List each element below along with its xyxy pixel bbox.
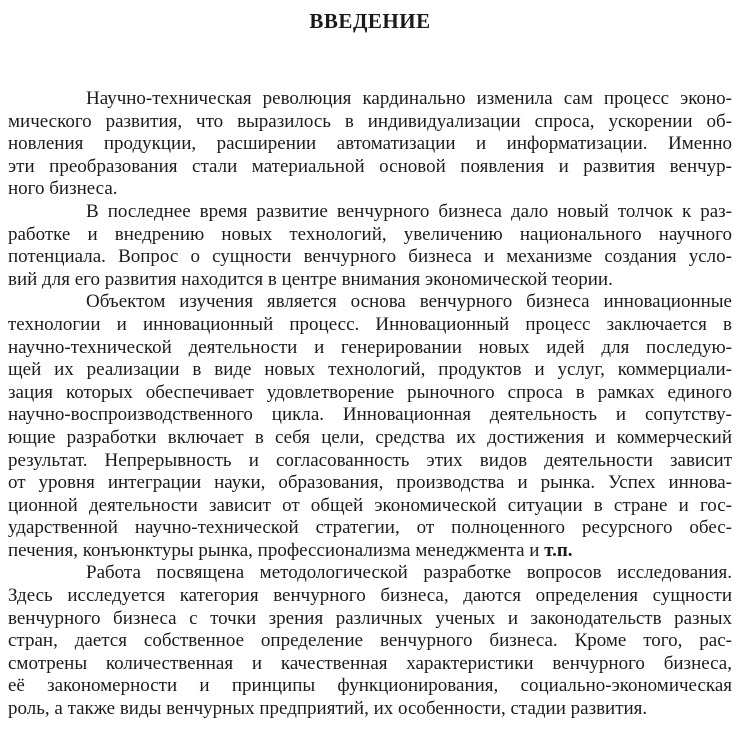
page-title: ВВЕДЕНИЕ xyxy=(309,9,431,33)
text-segment: работке и внедрению новых технологий, увеличению национального научного xyxy=(8,223,732,245)
text-line xyxy=(8,291,732,314)
paragraph xyxy=(8,291,732,562)
text-line xyxy=(8,608,732,631)
paragraph xyxy=(8,562,732,720)
text-segment: ционной деятельности зависит от общей экономической ситуации в стране и гос- xyxy=(8,494,732,516)
text-segment: эти преобразования стали материальной основой появления и развития венчур- xyxy=(8,155,732,177)
text-line xyxy=(8,698,732,721)
text-line xyxy=(8,585,732,608)
text-line xyxy=(8,653,732,676)
text-segment: зация которых обеспечивает удовлетворение рыночного спроса в рамках единого xyxy=(8,381,732,403)
paragraph xyxy=(8,201,732,291)
text-line xyxy=(8,472,732,495)
text-line xyxy=(8,675,732,698)
text-segment: от уровня интеграции науки, образования, производства и рынка. Успех иннова- xyxy=(8,472,732,494)
text-line xyxy=(8,88,732,111)
text-line xyxy=(8,359,732,382)
text-segment: потенциала. Вопрос о сущности венчурного бизнеса и механизме создания усло- xyxy=(8,246,732,268)
text-line xyxy=(8,427,732,450)
text-segment: роль, а также виды венчурных предприятий, их особенности, стадии развития. xyxy=(8,698,648,720)
text-line xyxy=(8,540,732,563)
text-segment: Работа посвящена методологической разработке вопросов исследования. xyxy=(86,562,732,584)
text-segment: новления продукции, расширении автоматизации и информатизации. Именно xyxy=(8,133,732,155)
text-segment: результат. Непрерывность и согласованность этих видов деятельности зависит xyxy=(8,449,732,471)
text-segment: Объектом изучения является основа венчурного бизнеса инновационные xyxy=(86,291,732,313)
text-segment: мического развития, что выразилось в индивидуализации спроса, ускорении об- xyxy=(8,110,732,132)
text-line xyxy=(8,562,732,585)
document-body xyxy=(8,88,732,721)
text-line xyxy=(8,450,732,473)
text-segment: научно-воспроизводственного цикла. Инновационная деятельность и сопутству- xyxy=(8,404,732,426)
text-segment: венчурного бизнеса с точки зрения различных ученых и законодательств разных xyxy=(8,607,732,629)
text-segment: технологии и инновационный процесс. Инновационный процесс заключается в xyxy=(8,313,732,335)
text-segment: вий для его развития находится в центре внимания экономической теории. xyxy=(8,268,613,290)
text-segment: её закономерности и принципы функционирования, социально-экономическая xyxy=(8,675,732,697)
text-line xyxy=(8,178,732,201)
text-line xyxy=(8,382,732,405)
text-segment: смотрены количественная и качественная характеристики венчурного бизнеса, xyxy=(8,652,732,674)
text-line xyxy=(8,517,732,540)
text-segment: печения, конъюнктуры рынка, профессионализма менеджмента и xyxy=(8,539,545,561)
text-line xyxy=(8,201,732,224)
text-segment: ударственной научно-технической стратегии, от полноценного ресурсного обес- xyxy=(8,517,732,539)
text-line xyxy=(8,404,732,427)
text-segment: стран, дается собственное определение венчурного бизнеса. Кроме того, рас- xyxy=(8,630,732,652)
text-line xyxy=(8,133,732,156)
text-segment: Научно-техническая революция кардинально изменила сам процесс эконо- xyxy=(86,88,732,109)
text-line xyxy=(8,314,732,337)
text-segment: В последнее время развитие венчурного бизнеса дало новый толчок к раз- xyxy=(86,200,732,222)
text-segment: ющие разработки включает в себя цели, средства их достижения и коммерческий xyxy=(8,426,732,448)
text-line xyxy=(8,337,732,360)
paragraph xyxy=(8,88,732,201)
text-segment-bold: т.п. xyxy=(544,539,573,561)
text-segment: ного бизнеса. xyxy=(8,178,118,200)
text-line xyxy=(8,495,732,518)
text-line xyxy=(8,630,732,653)
text-segment: Здесь исследуется категория венчурного бизнеса, даются определения сущности xyxy=(8,585,732,607)
text-line xyxy=(8,224,732,247)
text-line xyxy=(8,111,732,134)
text-line xyxy=(8,156,732,179)
text-line xyxy=(8,246,732,269)
text-segment: научно-технической деятельности и генерировании новых идей для последую- xyxy=(8,336,732,358)
text-line xyxy=(8,269,732,292)
text-segment: щей их реализации в виде новых технологий, продуктов и услуг, коммерциали- xyxy=(8,359,732,381)
